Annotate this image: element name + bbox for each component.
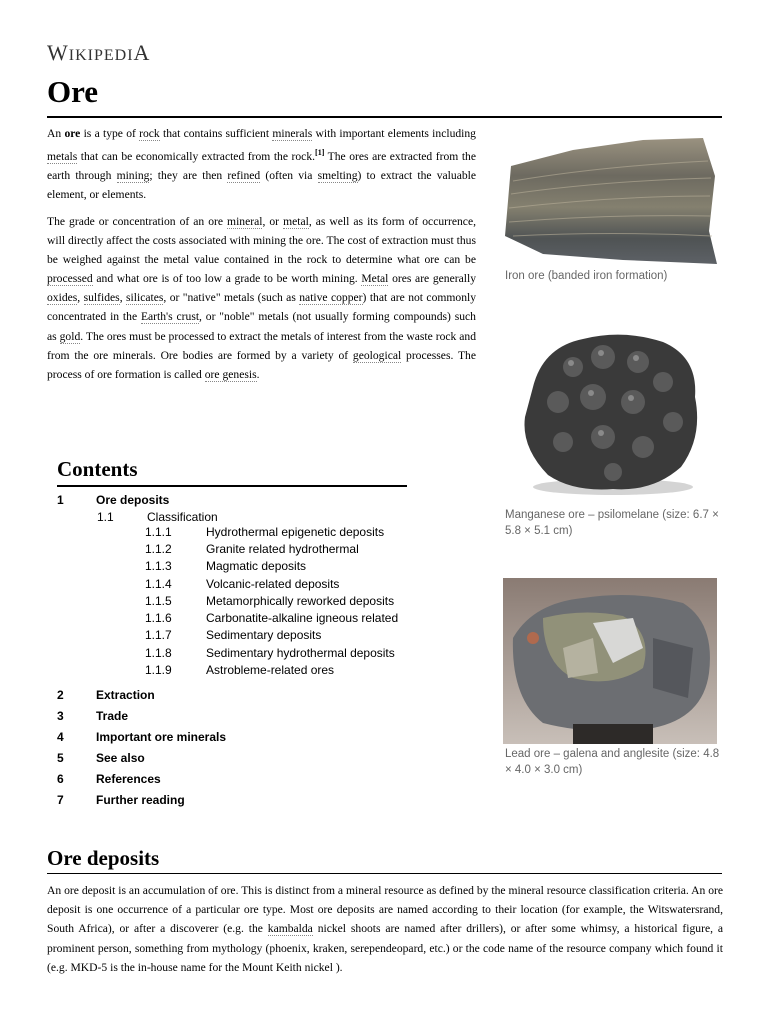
toc-number: 1.1.6: [145, 611, 172, 625]
wiki-link[interactable]: kambalda: [267, 922, 313, 936]
toc-heading: Contents: [57, 457, 138, 481]
text-run: ,: [119, 291, 127, 305]
text-run: The ores are extracted from the earth through: [47, 149, 476, 183]
wiki-link[interactable]: gold: [59, 329, 81, 343]
toc-number: 1.1.1: [145, 525, 172, 539]
toc-label: Trade: [96, 709, 129, 723]
toc-label: Magmatic deposits: [206, 559, 307, 573]
toc-number: 1.1.4: [145, 577, 172, 591]
wiki-link[interactable]: silicates: [126, 291, 164, 305]
toc-label: Sedimentary deposits: [206, 628, 322, 642]
toc-number: 1.1: [97, 510, 114, 524]
toc-number: 1.1.3: [145, 559, 172, 573]
text-run: is a type of: [80, 127, 140, 140]
text-run: ; they are then: [149, 169, 228, 183]
text-run: nickel shoots are named after drillers), or after some whimsy, a historical figure, a prominent person, something from mythology (phoenix, kraken, serependeopard, etc.) or the code name of the resource company which found it (e.g. MKD-5 is the in-house name for the Mount Keith nickel ).: [47, 922, 723, 974]
title-rule: [47, 116, 722, 118]
text-run: An ore deposit is an accumulation of ore. This is distinct from a mineral resource as defined by the mineral resource classification criteria. An ore deposit is one occurrence of a particular ore type. Most ore deposits are named according to their location (for example, the Witswatersrand, South Africa), or after a discoverer (e.g. the: [47, 884, 723, 936]
lead-ore-image[interactable]: [503, 578, 717, 748]
wiki-link[interactable]: metals: [47, 149, 78, 163]
text-run: , or "noble" metals (not usually forming compounds) such as: [47, 310, 476, 343]
wiki-link[interactable]: mining: [116, 169, 150, 183]
text-run: , or: [262, 215, 284, 228]
wordmark-final: A: [133, 40, 151, 65]
wiki-link[interactable]: minerals: [272, 127, 313, 140]
text-run: that can be economically extracted from the rock.: [77, 149, 316, 163]
manganese-ore-image[interactable]: [503, 327, 716, 506]
section-paragraph-1: [47, 881, 723, 977]
toc-label: Extraction: [96, 688, 155, 702]
wiki-link[interactable]: geological: [352, 348, 402, 362]
toc-label: Important ore minerals: [96, 730, 227, 744]
lead-ore-caption: Lead ore – galena and anglesite (size: 4.8 × 4.0 × 3.0 cm): [505, 748, 720, 776]
wiki-link[interactable]: processed: [47, 272, 93, 286]
toc-number: 1.1.2: [145, 542, 172, 556]
wiki-link[interactable]: native copper: [299, 291, 363, 305]
toc-number: 1.1.5: [145, 594, 172, 608]
bold-term: ore: [64, 127, 81, 140]
toc-number: 1.1.9: [145, 663, 172, 677]
text-run: . The ores must be processed to extract the metals of interest from the waste rock and from the ore minerals. Ore bodies are formed by a variety of: [47, 329, 477, 362]
wiki-link[interactable]: ore genesis: [204, 367, 257, 381]
toc-label: Classification: [147, 510, 218, 524]
wiki-link[interactable]: Earth's crust: [140, 310, 200, 324]
text-run: that contains sufficient: [159, 127, 273, 140]
text-run: ores are generally: [388, 272, 477, 286]
text-run: , or "native" metals (such as: [163, 291, 300, 305]
toc-number: 4: [57, 730, 64, 744]
wiki-link[interactable]: Metal: [361, 272, 389, 286]
toc-number: 5: [57, 751, 64, 765]
wiki-link[interactable]: mineral: [227, 215, 263, 228]
text-run: .: [256, 367, 260, 381]
wiki-link[interactable]: oxides: [47, 291, 78, 305]
toc-label: Volcanic-related deposits: [206, 577, 340, 591]
reference-link[interactable]: [1]: [315, 148, 325, 158]
wordmark-initial: W: [47, 40, 69, 65]
section-heading-ore-deposits: Ore deposits: [47, 846, 160, 870]
toc-label: Further reading: [96, 793, 185, 807]
text-run: ) to extract the valuable element, or elements.: [47, 169, 476, 202]
text-run: ,: [77, 291, 84, 305]
toc-label: Ore deposits: [96, 493, 170, 507]
toc-label: Granite related hydrothermal: [206, 542, 359, 556]
toc-number: 2: [57, 688, 64, 702]
text-run: An: [47, 127, 65, 140]
wiki-link[interactable]: smelting: [317, 169, 358, 183]
wiki-link[interactable]: refined: [227, 169, 261, 183]
intro-paragraph-1: [47, 124, 476, 204]
wordmark-smallcaps: IKIPEDI: [68, 47, 134, 64]
iron-ore-image[interactable]: [503, 136, 718, 272]
toc-number: 7: [57, 793, 64, 807]
toc-label: Astrobleme-related ores: [206, 663, 335, 677]
toc-number: 1.1.7: [145, 628, 172, 642]
text-run: ) that are not commonly concentrated in the: [47, 291, 477, 324]
text-run: The grade or concentration of an ore: [47, 215, 228, 228]
wiki-link[interactable]: sulfides: [83, 291, 120, 305]
section-rule: [47, 873, 722, 874]
toc-label: References: [96, 772, 161, 786]
toc-label: Carbonatite-alkaline igneous related: [206, 611, 399, 625]
page-title: Ore: [47, 74, 99, 109]
toc-number: 1: [57, 493, 64, 507]
toc-label: See also: [96, 751, 145, 765]
text-run: processes. The process of ore formation is called: [47, 348, 476, 381]
toc-label: Hydrothermal epigenetic deposits: [206, 525, 385, 539]
intro-paragraph-2: [47, 212, 476, 384]
text-run: with important elements including: [312, 127, 476, 140]
toc-number: 1.1.8: [145, 646, 172, 660]
wikipedia-wordmark[interactable]: [47, 40, 150, 66]
manganese-ore-caption: Manganese ore – psilomelane (size: 6.7 × 5.8 × 5.1 cm): [505, 509, 719, 537]
toc-number: 3: [57, 709, 64, 723]
text-run: (often via: [260, 169, 318, 183]
toc-rule: [57, 485, 407, 487]
text-run: , as well as its form of occurrence, will directly affect the costs associated with mining the ore. The cost of extraction must thus be weighed against the metal value contained in the rock to determine what ore can be: [47, 215, 477, 267]
text-run: and what ore is of too low a grade to be worth mining.: [92, 272, 362, 286]
toc-label: Sedimentary hydrothermal deposits: [206, 646, 395, 660]
toc-number: 6: [57, 772, 64, 786]
wiki-link[interactable]: rock: [139, 127, 160, 140]
wiki-link[interactable]: metal: [283, 215, 309, 228]
toc-label: Metamorphically reworked deposits: [206, 594, 395, 608]
iron-ore-caption: Iron ore (banded iron formation): [505, 270, 668, 282]
